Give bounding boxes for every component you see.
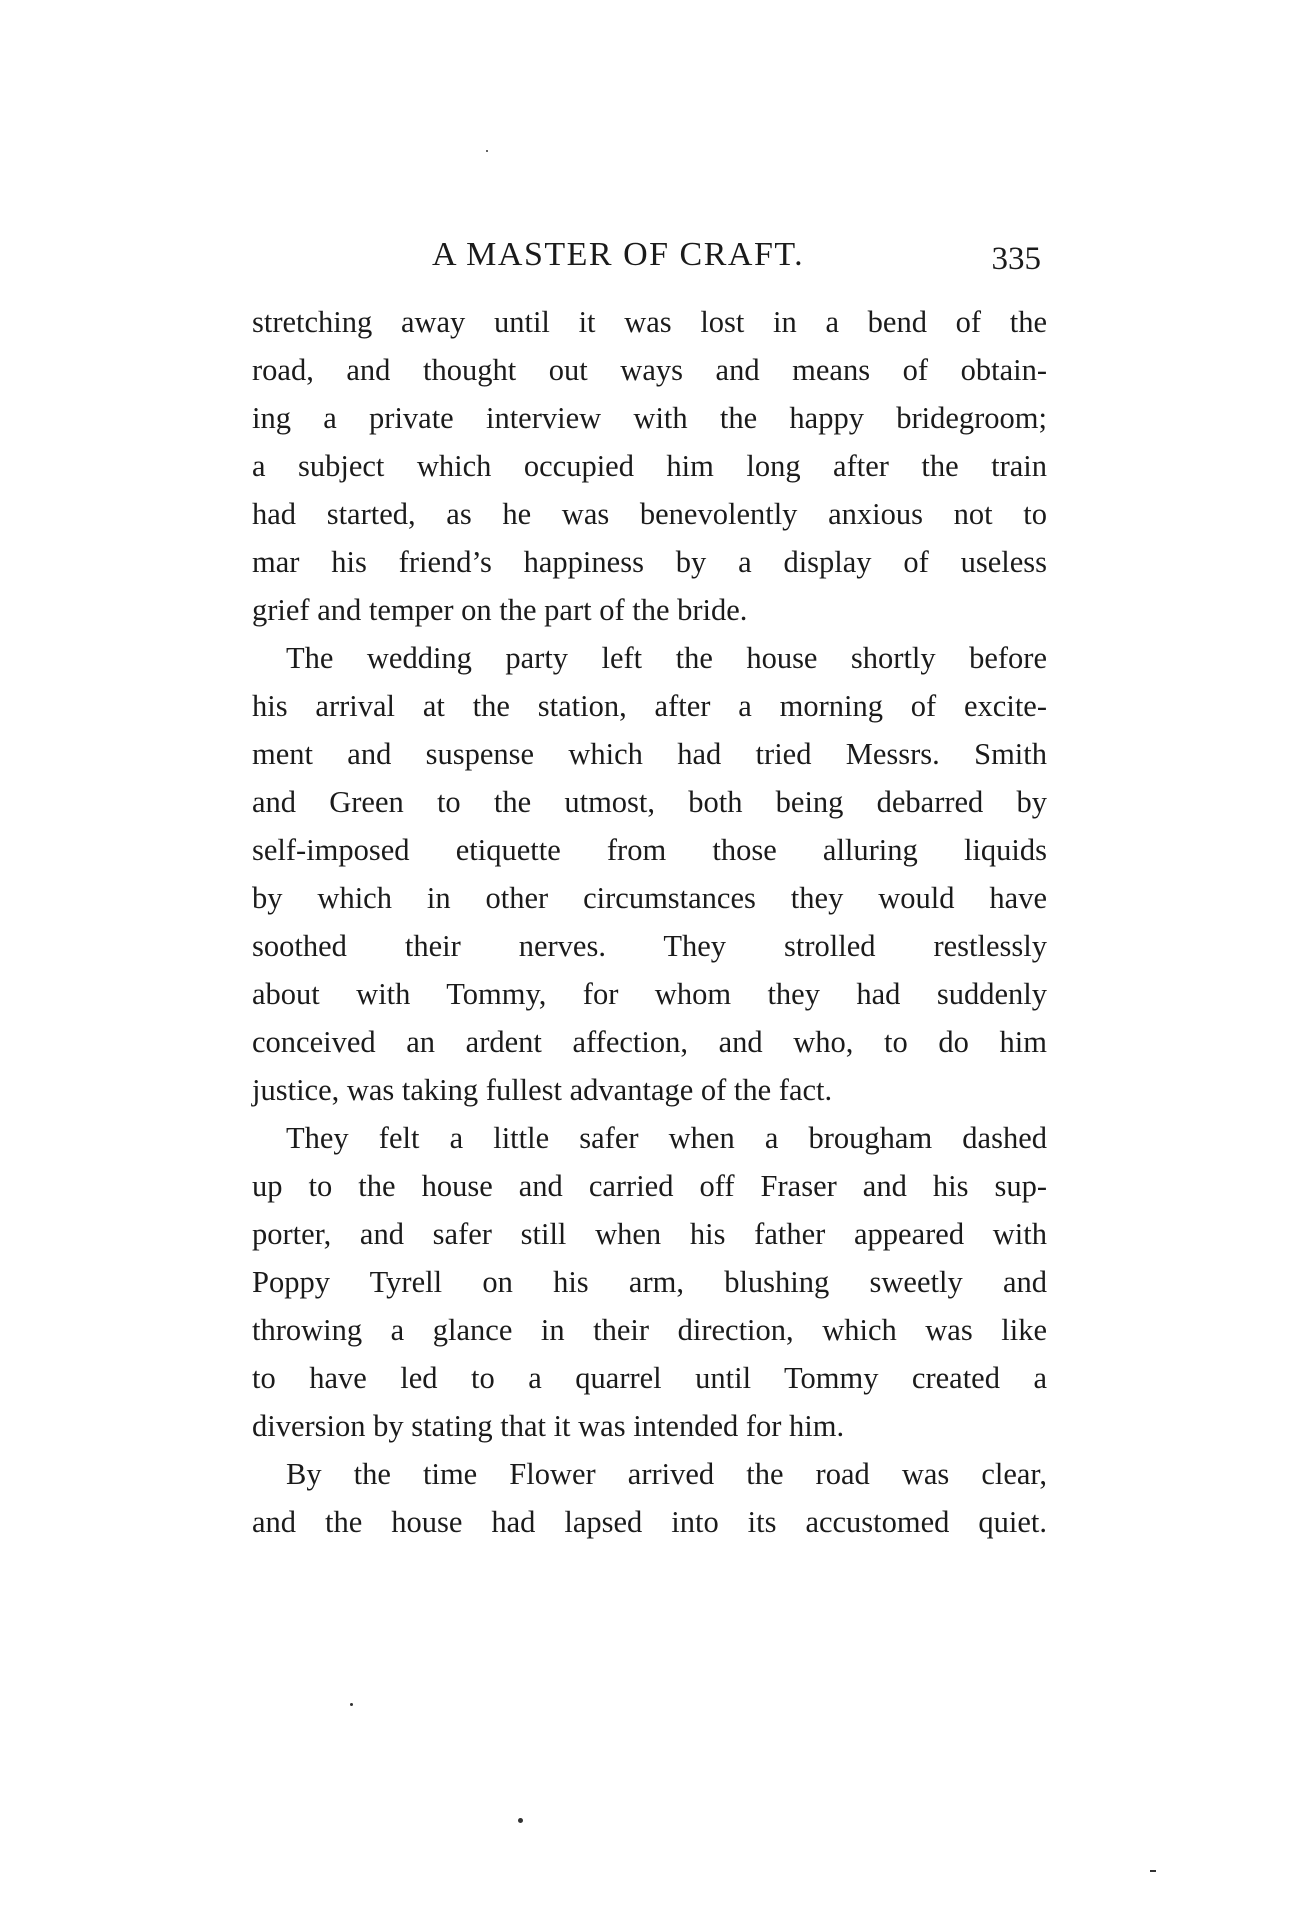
print-speck (486, 150, 488, 152)
page-number: 335 (991, 241, 1041, 277)
text-line: stretching away until it was lost in a bend of the (252, 305, 1047, 339)
text-line: about with Tommy, for whom they had suddenly (252, 977, 1047, 1011)
print-speck (1150, 1870, 1156, 1872)
text-line: diversion by stating that it was intended for him. (252, 1409, 845, 1443)
body-text (252, 298, 1047, 1546)
text-line: The wedding party left the house shortly before (286, 641, 1047, 675)
text-line: road, and thought out ways and means of obtain- (252, 353, 1047, 387)
running-head (252, 232, 1047, 278)
text-line: porter, and safer still when his father appeared with (252, 1217, 1047, 1251)
text-line: conceived an ardent affection, and who, to do him (252, 1025, 1047, 1059)
text-line: soothed their nerves. They strolled restlessly (252, 929, 1047, 963)
paragraph-1 (252, 298, 1047, 634)
text-line: a subject which occupied him long after the train (252, 449, 1047, 483)
text-line: They felt a little safer when a brougham dashed (286, 1121, 1047, 1155)
text-line: by which in other circumstances they would have (252, 881, 1047, 915)
running-title: A MASTER OF CRAFT. (432, 236, 805, 273)
text-line: and Green to the utmost, both being debarred by (252, 785, 1047, 819)
text-line: justice, was taking fullest advantage of the fact. (252, 1073, 833, 1107)
text-line: throwing a glance in their direction, which was like (252, 1313, 1047, 1347)
text-line: his arrival at the station, after a morning of excite- (252, 689, 1047, 723)
text-line: By the time Flower arrived the road was clear, (286, 1457, 1047, 1491)
text-line: had started, as he was benevolently anxious not to (252, 497, 1047, 531)
text-line: to have led to a quarrel until Tommy created a (252, 1361, 1047, 1395)
text-line: mar his friend’s happiness by a display of useless (252, 545, 1047, 579)
text-line: up to the house and carried off Fraser and his sup- (252, 1169, 1047, 1203)
text-line: and the house had lapsed into its accustomed quiet. (252, 1505, 1047, 1539)
text-line: self-imposed etiquette from those alluring liquids (252, 833, 1047, 867)
text-line: ment and suspense which had tried Messrs. Smith (252, 737, 1047, 771)
print-speck (518, 1818, 523, 1823)
text-line: grief and temper on the part of the bride. (252, 593, 748, 627)
paragraph-2 (252, 634, 1047, 1114)
text-line: Poppy Tyrell on his arm, blushing sweetly and (252, 1265, 1047, 1299)
text-line: ing a private interview with the happy bridegroom; (252, 401, 1047, 435)
paragraph-3 (252, 1114, 1047, 1450)
paragraph-4 (252, 1450, 1047, 1546)
print-speck (350, 1703, 353, 1706)
